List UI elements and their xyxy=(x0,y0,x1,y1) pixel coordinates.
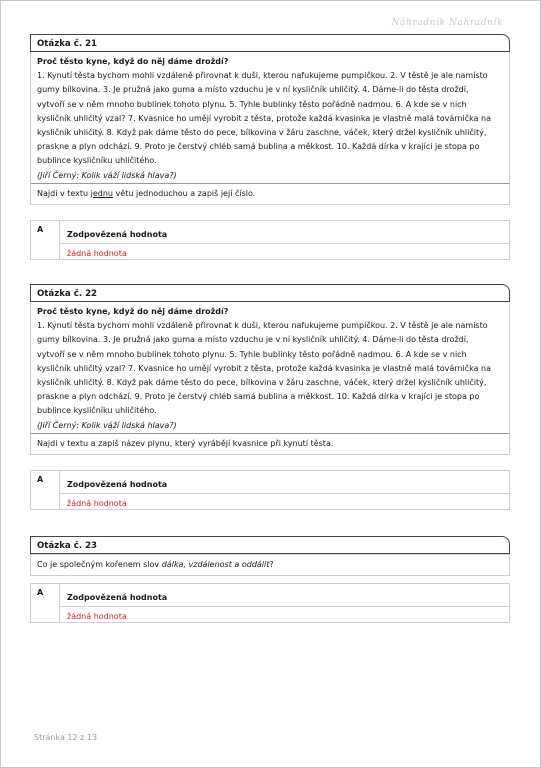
answer-label: Zodpovězená hodnota xyxy=(67,593,168,602)
task-italic: dálka, vzdálenost a oddálit xyxy=(161,560,270,569)
text-line: praskne a plyn odchází. 9. Proto je čerstvý chléb samá bublina a měkkost. 10. Každá dírka v krajíci je stopa po xyxy=(37,392,480,402)
text-line: praskne a plyn odchází. 9. Proto je čerstvý chléb samá bublina a měkkost. 10. Každá dírka v krajíci je stopa po xyxy=(37,142,480,152)
question-task xyxy=(30,183,510,205)
question-title: Proč těsto kyne, když do něj dáme droždí? xyxy=(37,57,229,66)
answer-divider xyxy=(59,584,60,622)
answer-label: Zodpovězená hodnota xyxy=(67,480,168,489)
question-22 xyxy=(30,284,510,455)
text-source: (Jiří Černý: Kolik váží lidská hlava?) xyxy=(37,170,177,180)
answer-value: žádná hodnota xyxy=(67,612,127,621)
answer-value: žádná hodnota xyxy=(67,249,127,258)
text-line: gumy bílkovina. 3. Je pružná jako guma a místo vzduchu je v ní kysličník uhličitý. 4. Dáme-li do těsta droždí, xyxy=(37,85,469,95)
question-text xyxy=(30,302,510,433)
task-underlined: jednu xyxy=(90,188,114,198)
answer-divider-horizontal xyxy=(59,243,509,244)
question-header: Otázka č. 21 xyxy=(30,34,510,52)
question-23 xyxy=(30,536,510,576)
question-header: Otázka č. 22 xyxy=(30,284,510,302)
task-text: Najdi v textu xyxy=(37,188,91,198)
answer-divider xyxy=(59,471,60,509)
answer-box-22[interactable] xyxy=(30,470,510,510)
question-text xyxy=(30,52,510,183)
question-task: Najdi v textu a zapiš název plynu, který vyrábějí kvasnice při kynutí těsta. xyxy=(30,433,510,455)
text-line: 1. Kynutí těsta bychom mohli vzdáleně přirovnat k duši, kterou nafukujeme pumpičkou. 2. V těstě je ale namísto xyxy=(37,71,488,81)
answer-letter: A xyxy=(37,588,44,597)
answer-divider-horizontal xyxy=(59,606,509,607)
answer-letter: A xyxy=(37,475,44,484)
answer-label: Zodpovězená hodnota xyxy=(67,230,168,239)
text-line: 1. Kynutí těsta bychom mohli vzdáleně přirovnat k duši, kterou nafukujeme pumpičkou. 2. V těstě je ale namísto xyxy=(37,321,488,331)
answer-box-21[interactable] xyxy=(30,220,510,260)
question-task xyxy=(30,554,510,576)
task-text: Co je společným kořenem slov xyxy=(37,560,162,569)
text-line: kysličník uhličitý. 8. Když pak dáme těsto do pece, bílkovina v žáru zaschne, váček, který držel kysličník uhličitý, xyxy=(37,128,487,138)
text-source: (Jiří Černý: Kolik váží lidská hlava?) xyxy=(37,420,177,430)
answer-value: žádná hodnota xyxy=(67,499,127,508)
question-21 xyxy=(30,34,510,205)
answer-divider xyxy=(59,221,60,259)
text-line: bublince kysličníku uhličitého. xyxy=(37,156,157,166)
text-line: bublince kysličníku uhličitého. xyxy=(37,406,157,416)
question-header: Otázka č. 23 xyxy=(30,536,510,554)
text-line: vytvoří se v něm mnoho bublinek tohoto plynu. 5. Tyhle bublinky těsto pořádně nadmou. 6. A kde se v nich xyxy=(37,99,467,109)
text-line: gumy bílkovina. 3. Je pružná jako guma a místo vzduchu je v ní kysličník uhličitý. 4. Dáme-li do těsta droždí, xyxy=(37,335,469,345)
answer-box-23[interactable] xyxy=(30,583,510,623)
text-line: kysličník uhličitý vzal? 7. Kvasnice ho umějí vyrobit z těsta, protože každá kvasinka je vlastně malá továrnička na xyxy=(37,113,491,123)
text-line: kysličník uhličitý vzal? 7. Kvasnice ho umějí vyrobit z těsta, protože každá kvasinka je vlastně malá továrnička na xyxy=(37,363,491,373)
text-line: kysličník uhličitý. 8. Když pak dáme těsto do pece, bílkovina v žáru zaschne, váček, který držel kysličník uhličitý, xyxy=(37,378,487,388)
answer-letter: A xyxy=(37,225,44,234)
page-footer: Stránka 12 z 13 xyxy=(34,733,98,742)
question-title: Proč těsto kyne, když do něj dáme droždí? xyxy=(37,307,229,316)
task-text: ? xyxy=(269,560,274,569)
task-text: větu jednoduchou a zapiš její číslo. xyxy=(113,188,256,198)
answer-divider-horizontal xyxy=(59,493,509,494)
text-line: vytvoří se v něm mnoho bublinek tohoto plynu. 5. Tyhle bublinky těsto pořádně nadmou. 6. A kde se v nich xyxy=(37,349,467,359)
watermark: Náhradník Náhradník xyxy=(391,18,503,28)
